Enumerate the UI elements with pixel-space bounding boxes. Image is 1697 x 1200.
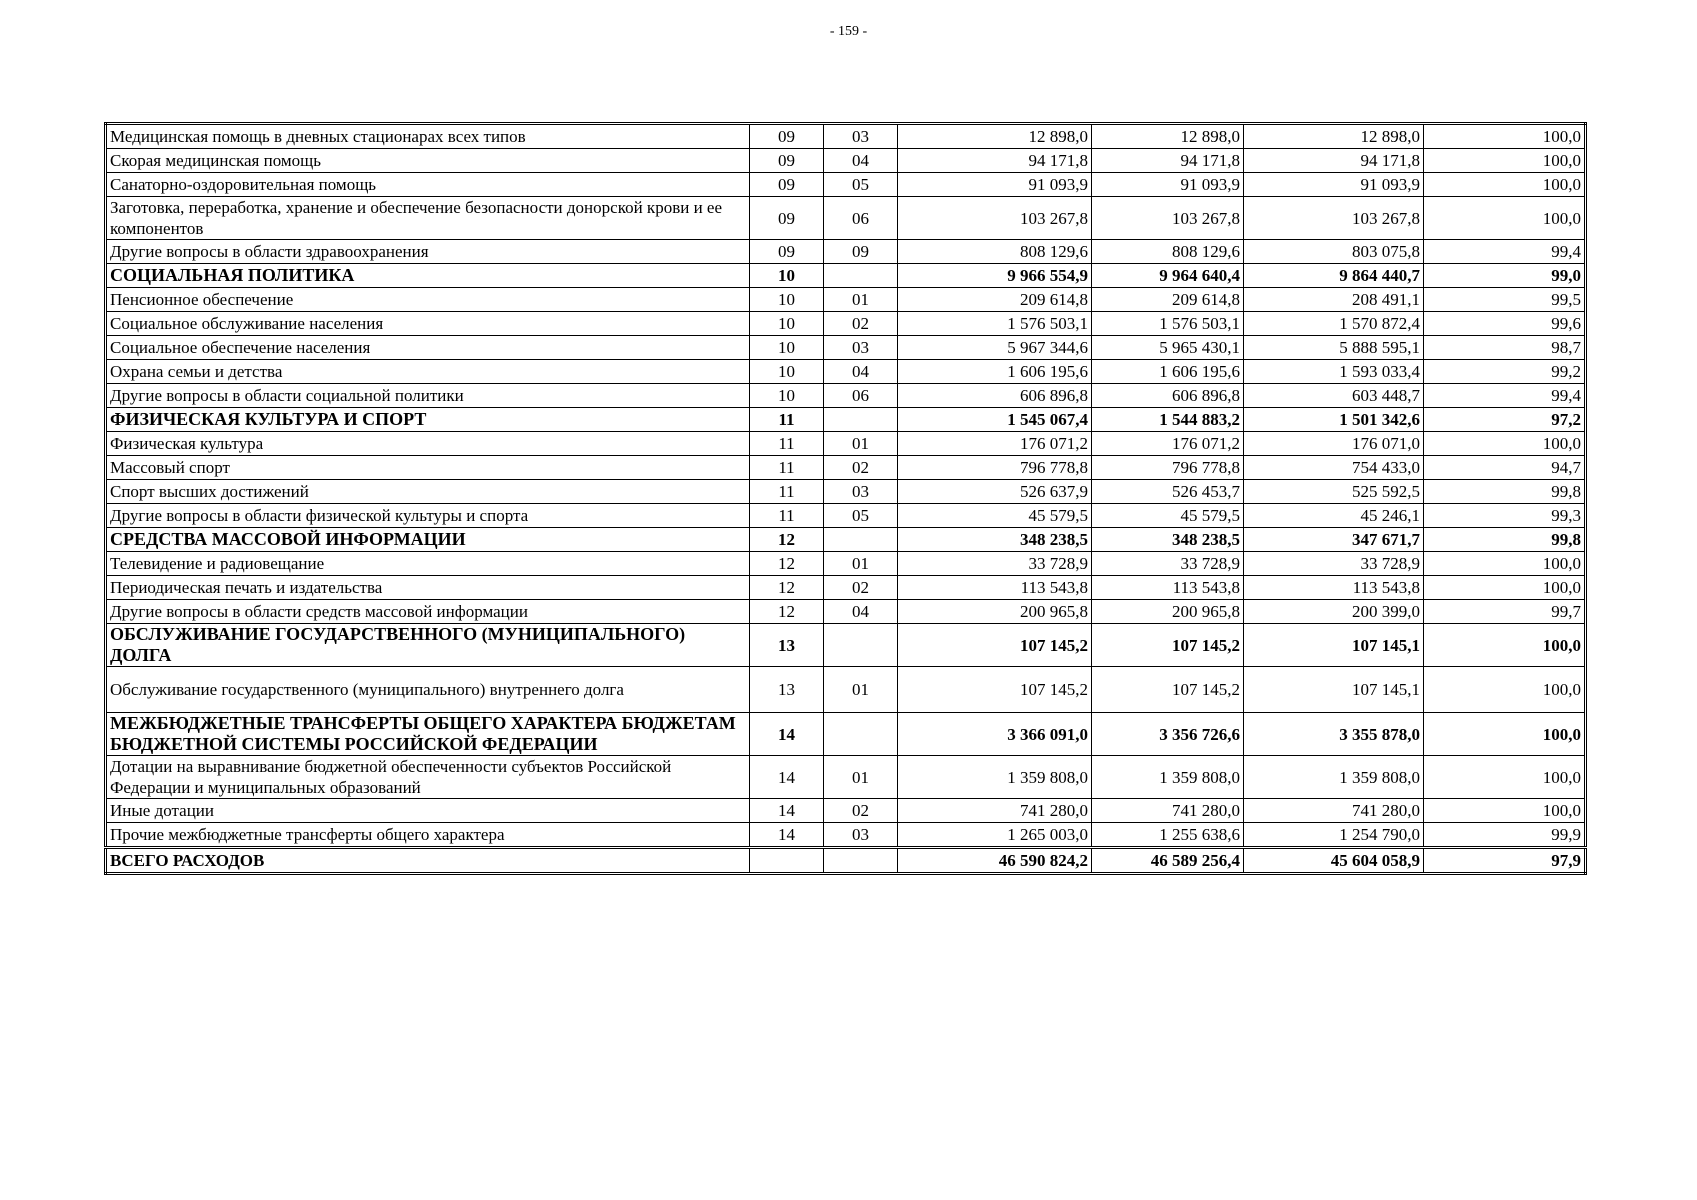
row-executed-amount-cell: 754 433,0 (1244, 456, 1424, 480)
row-approved-amount-cell: 808 129,6 (898, 240, 1092, 264)
row-subsection-code-cell: 05 (824, 504, 898, 528)
row-executed-amount-cell: 803 075,8 (1244, 240, 1424, 264)
row-section-code-cell: 12 (750, 576, 824, 600)
row-refined-amount-cell: 33 728,9 (1092, 552, 1244, 576)
row-refined-amount-cell: 103 267,8 (1092, 197, 1244, 240)
row-approved-amount-cell: 107 145,2 (898, 624, 1092, 667)
row-refined-amount-cell: 3 356 726,6 (1092, 713, 1244, 756)
row-approved-amount-cell: 606 896,8 (898, 384, 1092, 408)
row-execution-percent-cell: 100,0 (1424, 799, 1586, 823)
table-row (106, 336, 1586, 360)
row-name-cell: Другие вопросы в области физической культуры и спорта (106, 504, 750, 528)
row-subsection-code-cell (824, 624, 898, 667)
section-row (106, 408, 1586, 432)
row-executed-amount-cell: 3 355 878,0 (1244, 713, 1424, 756)
row-name-cell: Другие вопросы в области средств массовой информации (106, 600, 750, 624)
row-subsection-code-cell: 03 (824, 336, 898, 360)
row-executed-amount-cell: 1 501 342,6 (1244, 408, 1424, 432)
row-section-code-cell: 12 (750, 552, 824, 576)
row-section-code-cell: 11 (750, 408, 824, 432)
row-subsection-code-cell: 01 (824, 667, 898, 713)
row-subsection-code-cell: 06 (824, 384, 898, 408)
row-execution-percent-cell: 99,4 (1424, 240, 1586, 264)
row-executed-amount-cell: 1 359 808,0 (1244, 756, 1424, 799)
row-subsection-code-cell: 04 (824, 600, 898, 624)
row-section-code-cell: 12 (750, 600, 824, 624)
table-row (106, 124, 1586, 149)
row-executed-amount-cell: 176 071,0 (1244, 432, 1424, 456)
row-subsection-code-cell: 01 (824, 432, 898, 456)
row-refined-amount-cell: 107 145,2 (1092, 667, 1244, 713)
table-row (106, 149, 1586, 173)
table-row (106, 360, 1586, 384)
row-subsection-code-cell (824, 713, 898, 756)
row-section-code-cell: 11 (750, 504, 824, 528)
table-row (106, 456, 1586, 480)
row-execution-percent-cell: 99,3 (1424, 504, 1586, 528)
row-execution-percent-cell: 99,9 (1424, 823, 1586, 848)
row-name-cell: Телевидение и радиовещание (106, 552, 750, 576)
row-refined-amount-cell: 1 359 808,0 (1092, 756, 1244, 799)
row-refined-amount-cell: 45 579,5 (1092, 504, 1244, 528)
table-row (106, 756, 1586, 799)
table-row (106, 480, 1586, 504)
row-execution-percent-cell: 100,0 (1424, 197, 1586, 240)
row-approved-amount-cell: 741 280,0 (898, 799, 1092, 823)
row-section-code-cell: 09 (750, 149, 824, 173)
row-approved-amount-cell: 209 614,8 (898, 288, 1092, 312)
row-name-cell: Периодическая печать и издательства (106, 576, 750, 600)
row-section-code-cell: 10 (750, 360, 824, 384)
row-name-cell: Физическая культура (106, 432, 750, 456)
table-body (106, 124, 1586, 874)
row-section-code-cell: 10 (750, 312, 824, 336)
row-execution-percent-cell: 99,6 (1424, 312, 1586, 336)
table-row (106, 667, 1586, 713)
row-execution-percent-cell: 100,0 (1424, 713, 1586, 756)
row-refined-amount-cell: 1 606 195,6 (1092, 360, 1244, 384)
row-name-cell: Пенсионное обеспечение (106, 288, 750, 312)
row-execution-percent-cell: 100,0 (1424, 667, 1586, 713)
section-row (106, 713, 1586, 756)
section-row (106, 264, 1586, 288)
row-approved-amount-cell: 107 145,2 (898, 667, 1092, 713)
row-approved-amount-cell: 9 966 554,9 (898, 264, 1092, 288)
total-row (106, 848, 1586, 874)
row-executed-amount-cell: 12 898,0 (1244, 124, 1424, 149)
row-refined-amount-cell: 107 145,2 (1092, 624, 1244, 667)
row-refined-amount-cell: 1 576 503,1 (1092, 312, 1244, 336)
row-executed-amount-cell: 33 728,9 (1244, 552, 1424, 576)
row-approved-amount-cell: 46 590 824,2 (898, 848, 1092, 874)
row-refined-amount-cell: 9 964 640,4 (1092, 264, 1244, 288)
row-subsection-code-cell: 03 (824, 124, 898, 149)
row-section-code-cell: 09 (750, 240, 824, 264)
row-approved-amount-cell: 91 093,9 (898, 173, 1092, 197)
row-refined-amount-cell: 526 453,7 (1092, 480, 1244, 504)
row-refined-amount-cell: 200 965,8 (1092, 600, 1244, 624)
row-approved-amount-cell: 526 637,9 (898, 480, 1092, 504)
row-subsection-code-cell: 09 (824, 240, 898, 264)
row-refined-amount-cell: 91 093,9 (1092, 173, 1244, 197)
row-execution-percent-cell: 97,9 (1424, 848, 1586, 874)
row-refined-amount-cell: 808 129,6 (1092, 240, 1244, 264)
row-name-cell: ВСЕГО РАСХОДОВ (106, 848, 750, 874)
row-approved-amount-cell: 176 071,2 (898, 432, 1092, 456)
row-approved-amount-cell: 1 606 195,6 (898, 360, 1092, 384)
row-subsection-code-cell: 04 (824, 149, 898, 173)
table-row (106, 504, 1586, 528)
row-refined-amount-cell: 606 896,8 (1092, 384, 1244, 408)
row-executed-amount-cell: 603 448,7 (1244, 384, 1424, 408)
row-execution-percent-cell: 99,5 (1424, 288, 1586, 312)
row-name-cell: Дотации на выравнивание бюджетной обеспеченности субъектов Российской Федерации и муниципальных образований (106, 756, 750, 799)
row-subsection-code-cell (824, 848, 898, 874)
row-name-cell: Обслуживание государственного (муниципального) внутреннего долга (106, 667, 750, 713)
row-refined-amount-cell: 209 614,8 (1092, 288, 1244, 312)
row-name-cell: Социальное обслуживание населения (106, 312, 750, 336)
row-name-cell: Социальное обеспечение населения (106, 336, 750, 360)
row-execution-percent-cell: 100,0 (1424, 624, 1586, 667)
row-executed-amount-cell: 1 570 872,4 (1244, 312, 1424, 336)
row-section-code-cell: 09 (750, 197, 824, 240)
row-section-code-cell: 10 (750, 336, 824, 360)
row-name-cell: ОБСЛУЖИВАНИЕ ГОСУДАРСТВЕННОГО (МУНИЦИПАЛЬНОГО) ДОЛГА (106, 624, 750, 667)
row-subsection-code-cell: 03 (824, 823, 898, 848)
row-execution-percent-cell: 99,8 (1424, 480, 1586, 504)
row-subsection-code-cell: 02 (824, 799, 898, 823)
row-section-code-cell: 10 (750, 288, 824, 312)
row-executed-amount-cell: 347 671,7 (1244, 528, 1424, 552)
row-execution-percent-cell: 98,7 (1424, 336, 1586, 360)
row-subsection-code-cell: 02 (824, 312, 898, 336)
row-section-code-cell: 09 (750, 124, 824, 149)
row-subsection-code-cell: 01 (824, 756, 898, 799)
row-section-code-cell: 13 (750, 624, 824, 667)
row-subsection-code-cell (824, 264, 898, 288)
table-row (106, 799, 1586, 823)
row-executed-amount-cell: 107 145,1 (1244, 624, 1424, 667)
row-section-code-cell: 11 (750, 480, 824, 504)
row-execution-percent-cell: 100,0 (1424, 756, 1586, 799)
table-row (106, 384, 1586, 408)
row-name-cell: Заготовка, переработка, хранение и обеспечение безопасности донорской крови и ее компонентов (106, 197, 750, 240)
row-refined-amount-cell: 46 589 256,4 (1092, 848, 1244, 874)
row-name-cell: СОЦИАЛЬНАЯ ПОЛИТИКА (106, 264, 750, 288)
row-refined-amount-cell: 741 280,0 (1092, 799, 1244, 823)
row-approved-amount-cell: 796 778,8 (898, 456, 1092, 480)
row-name-cell: ФИЗИЧЕСКАЯ КУЛЬТУРА И СПОРТ (106, 408, 750, 432)
row-subsection-code-cell: 01 (824, 552, 898, 576)
row-subsection-code-cell: 02 (824, 576, 898, 600)
row-executed-amount-cell: 9 864 440,7 (1244, 264, 1424, 288)
row-name-cell: Санаторно-оздоровительная помощь (106, 173, 750, 197)
row-approved-amount-cell: 12 898,0 (898, 124, 1092, 149)
row-execution-percent-cell: 99,7 (1424, 600, 1586, 624)
table-row (106, 552, 1586, 576)
row-execution-percent-cell: 100,0 (1424, 149, 1586, 173)
row-refined-amount-cell: 12 898,0 (1092, 124, 1244, 149)
row-subsection-code-cell: 01 (824, 288, 898, 312)
row-section-code-cell: 09 (750, 173, 824, 197)
row-section-code-cell: 14 (750, 756, 824, 799)
row-approved-amount-cell: 348 238,5 (898, 528, 1092, 552)
row-approved-amount-cell: 1 545 067,4 (898, 408, 1092, 432)
row-executed-amount-cell: 107 145,1 (1244, 667, 1424, 713)
row-subsection-code-cell: 05 (824, 173, 898, 197)
row-execution-percent-cell: 100,0 (1424, 576, 1586, 600)
row-executed-amount-cell: 200 399,0 (1244, 600, 1424, 624)
row-name-cell: Охрана семьи и детства (106, 360, 750, 384)
row-name-cell: СРЕДСТВА МАССОВОЙ ИНФОРМАЦИИ (106, 528, 750, 552)
row-section-code-cell: 13 (750, 667, 824, 713)
row-subsection-code-cell: 06 (824, 197, 898, 240)
row-section-code-cell: 10 (750, 264, 824, 288)
row-subsection-code-cell (824, 528, 898, 552)
table-row (106, 173, 1586, 197)
row-execution-percent-cell: 100,0 (1424, 124, 1586, 149)
row-section-code-cell: 12 (750, 528, 824, 552)
row-approved-amount-cell: 94 171,8 (898, 149, 1092, 173)
table-row (106, 576, 1586, 600)
row-execution-percent-cell: 99,8 (1424, 528, 1586, 552)
row-refined-amount-cell: 1 544 883,2 (1092, 408, 1244, 432)
row-section-code-cell: 10 (750, 384, 824, 408)
row-name-cell: Другие вопросы в области здравоохранения (106, 240, 750, 264)
row-execution-percent-cell: 99,0 (1424, 264, 1586, 288)
row-executed-amount-cell: 91 093,9 (1244, 173, 1424, 197)
row-section-code-cell: 14 (750, 713, 824, 756)
row-section-code-cell (750, 848, 824, 874)
row-approved-amount-cell: 1 359 808,0 (898, 756, 1092, 799)
row-name-cell: Прочие межбюджетные трансферты общего характера (106, 823, 750, 848)
row-approved-amount-cell: 103 267,8 (898, 197, 1092, 240)
row-name-cell: Иные дотации (106, 799, 750, 823)
row-refined-amount-cell: 113 543,8 (1092, 576, 1244, 600)
row-name-cell: Медицинская помощь в дневных стационарах всех типов (106, 124, 750, 149)
row-executed-amount-cell: 525 592,5 (1244, 480, 1424, 504)
row-approved-amount-cell: 33 728,9 (898, 552, 1092, 576)
row-name-cell: Скорая медицинская помощь (106, 149, 750, 173)
row-execution-percent-cell: 99,4 (1424, 384, 1586, 408)
row-subsection-code-cell: 04 (824, 360, 898, 384)
row-approved-amount-cell: 3 366 091,0 (898, 713, 1092, 756)
row-execution-percent-cell: 100,0 (1424, 432, 1586, 456)
table-row (106, 432, 1586, 456)
row-approved-amount-cell: 113 543,8 (898, 576, 1092, 600)
row-subsection-code-cell: 02 (824, 456, 898, 480)
row-execution-percent-cell: 99,2 (1424, 360, 1586, 384)
table-row (106, 197, 1586, 240)
row-refined-amount-cell: 1 255 638,6 (1092, 823, 1244, 848)
row-refined-amount-cell: 796 778,8 (1092, 456, 1244, 480)
row-execution-percent-cell: 94,7 (1424, 456, 1586, 480)
row-approved-amount-cell: 1 576 503,1 (898, 312, 1092, 336)
table-row (106, 823, 1586, 848)
row-section-code-cell: 11 (750, 432, 824, 456)
row-name-cell: Массовый спорт (106, 456, 750, 480)
row-refined-amount-cell: 348 238,5 (1092, 528, 1244, 552)
row-subsection-code-cell: 03 (824, 480, 898, 504)
table-row (106, 600, 1586, 624)
section-row (106, 624, 1586, 667)
row-name-cell: МЕЖБЮДЖЕТНЫЕ ТРАНСФЕРТЫ ОБЩЕГО ХАРАКТЕРА БЮДЖЕТАМ БЮДЖЕТНОЙ СИСТЕМЫ РОССИЙСКОЙ ФЕДЕРАЦИИ (106, 713, 750, 756)
row-executed-amount-cell: 113 543,8 (1244, 576, 1424, 600)
row-refined-amount-cell: 176 071,2 (1092, 432, 1244, 456)
row-executed-amount-cell: 208 491,1 (1244, 288, 1424, 312)
row-approved-amount-cell: 45 579,5 (898, 504, 1092, 528)
page-number: - 159 - (829, 24, 868, 39)
row-executed-amount-cell: 103 267,8 (1244, 197, 1424, 240)
row-executed-amount-cell: 45 246,1 (1244, 504, 1424, 528)
row-name-cell: Другие вопросы в области социальной политики (106, 384, 750, 408)
row-subsection-code-cell (824, 408, 898, 432)
budget-table (104, 122, 1587, 875)
row-executed-amount-cell: 741 280,0 (1244, 799, 1424, 823)
row-executed-amount-cell: 1 593 033,4 (1244, 360, 1424, 384)
row-executed-amount-cell: 5 888 595,1 (1244, 336, 1424, 360)
row-section-code-cell: 11 (750, 456, 824, 480)
row-approved-amount-cell: 5 967 344,6 (898, 336, 1092, 360)
row-executed-amount-cell: 1 254 790,0 (1244, 823, 1424, 848)
section-row (106, 528, 1586, 552)
table-row (106, 288, 1586, 312)
row-executed-amount-cell: 94 171,8 (1244, 149, 1424, 173)
row-execution-percent-cell: 97,2 (1424, 408, 1586, 432)
table-row (106, 240, 1586, 264)
row-execution-percent-cell: 100,0 (1424, 173, 1586, 197)
row-section-code-cell: 14 (750, 823, 824, 848)
row-executed-amount-cell: 45 604 058,9 (1244, 848, 1424, 874)
table-row (106, 312, 1586, 336)
row-section-code-cell: 14 (750, 799, 824, 823)
row-execution-percent-cell: 100,0 (1424, 552, 1586, 576)
row-refined-amount-cell: 94 171,8 (1092, 149, 1244, 173)
row-approved-amount-cell: 1 265 003,0 (898, 823, 1092, 848)
row-approved-amount-cell: 200 965,8 (898, 600, 1092, 624)
row-refined-amount-cell: 5 965 430,1 (1092, 336, 1244, 360)
row-name-cell: Спорт высших достижений (106, 480, 750, 504)
